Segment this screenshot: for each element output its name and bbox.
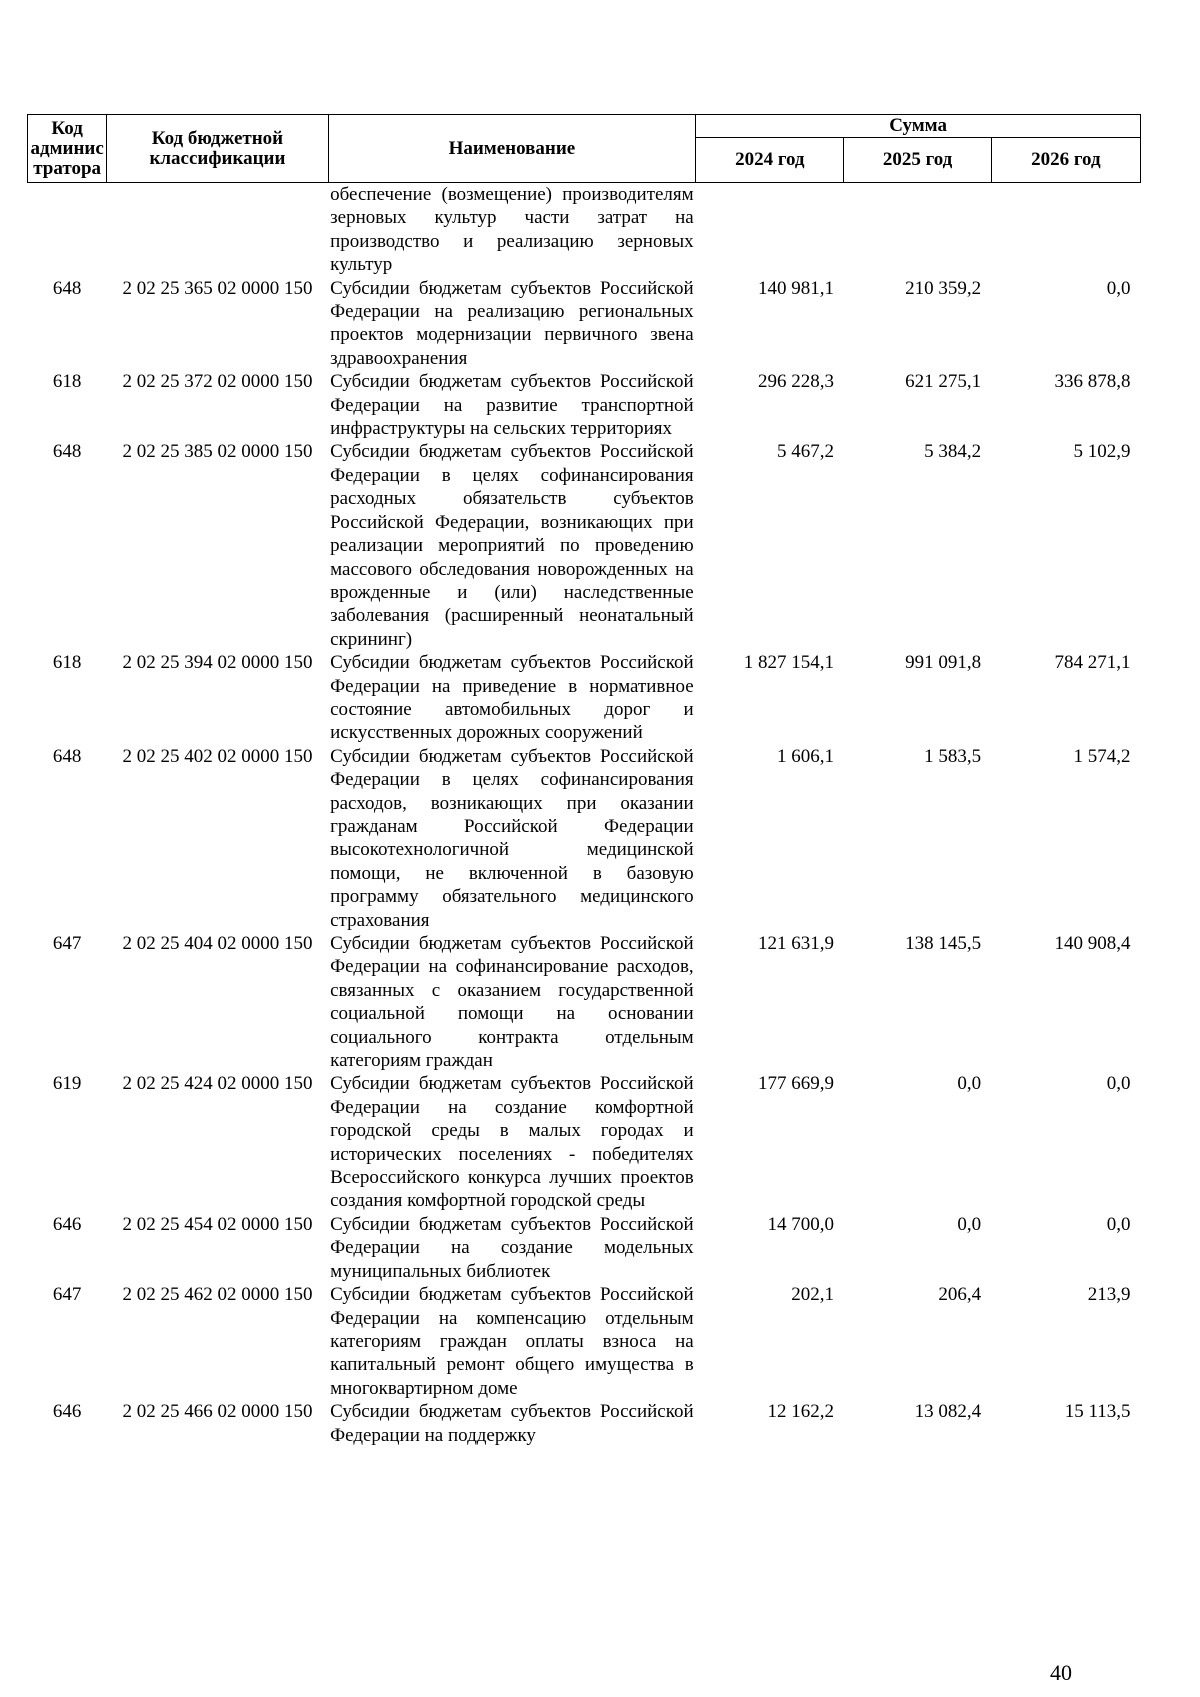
budget-code-cell: 2 02 25 466 02 0000 150 bbox=[122, 1401, 313, 1423]
header-admin-code: Код админис тратора bbox=[28, 115, 107, 183]
amount-2024-cell: 202,1 bbox=[791, 1284, 834, 1306]
amount-2026-cell: 5 102,9 bbox=[1073, 441, 1131, 463]
budget-code-cell bbox=[107, 183, 328, 277]
amount-2025-cell: 13 082,4 bbox=[914, 1401, 982, 1423]
table-row bbox=[28, 932, 1141, 1072]
admin-code-cell: 646 bbox=[52, 1213, 82, 1235]
budget-table bbox=[27, 114, 1141, 1447]
table-row bbox=[28, 277, 1141, 371]
budget-code-cell: 2 02 25 424 02 0000 150 bbox=[122, 1073, 313, 1095]
amount-2024-cell: 12 162,2 bbox=[767, 1401, 834, 1423]
name-cell: Субсидии бюджетам субъектов Российской Федерации на приведение в нормативное состояние автомобильных дорог и искусственных дорожных сооружений bbox=[330, 652, 694, 744]
name-cell: Субсидии бюджетам субъектов Российской Федерации на компенсацию отдельным категориям граждан оплаты взноса на капитальный ремонт общего имущества в многоквартирном доме bbox=[330, 1284, 694, 1399]
amount-2026-cell: 0,0 bbox=[1106, 1073, 1131, 1095]
header-name: Наименование bbox=[328, 115, 696, 183]
amount-2025-cell: 210 359,2 bbox=[905, 277, 982, 299]
admin-code-cell: 619 bbox=[52, 1073, 82, 1095]
amount-2026-cell bbox=[991, 183, 1140, 277]
header-year-2025: 2025 год bbox=[844, 138, 991, 183]
amount-2025-cell: 0,0 bbox=[957, 1073, 982, 1095]
amount-2026-cell: 784 271,1 bbox=[1054, 652, 1131, 674]
header-sum: Сумма bbox=[696, 115, 1141, 138]
table-header bbox=[28, 115, 1141, 183]
amount-2026-cell: 213,9 bbox=[1087, 1284, 1131, 1306]
budget-code-cell: 2 02 25 385 02 0000 150 bbox=[122, 441, 313, 463]
budget-code-cell: 2 02 25 372 02 0000 150 bbox=[122, 371, 313, 393]
amount-2024-cell: 177 669,9 bbox=[757, 1073, 834, 1095]
admin-code-cell: 618 bbox=[52, 371, 82, 393]
amount-2024-cell: 1 827 154,1 bbox=[743, 652, 834, 674]
page-number: 40 bbox=[1050, 1660, 1072, 1685]
amount-2026-cell: 15 113,5 bbox=[1064, 1401, 1131, 1423]
budget-code-cell: 2 02 25 394 02 0000 150 bbox=[122, 652, 313, 674]
amount-2026-cell: 336 878,8 bbox=[1054, 371, 1131, 393]
amount-2026-cell: 0,0 bbox=[1106, 1213, 1131, 1235]
table-body bbox=[28, 183, 1141, 1447]
amount-2025-cell: 991 091,8 bbox=[905, 652, 982, 674]
amount-2024-cell: 140 981,1 bbox=[757, 277, 834, 299]
admin-code-cell: 648 bbox=[52, 745, 82, 767]
name-cell: Субсидии бюджетам субъектов Российской Федерации на создание комфортной городской среды в малых городах и исторических поселениях - победителях Всероссийского конкурса лучших проектов создания комфортной городской среды bbox=[330, 1073, 694, 1212]
amount-2024-cell: 5 467,2 bbox=[776, 441, 834, 463]
name-cell: Субсидии бюджетам субъектов Российской Федерации на реализацию региональных проектов модернизации первичного звена здравоохранения bbox=[330, 277, 694, 369]
header-budget-code: Код бюджетной классификации bbox=[107, 115, 328, 183]
amount-2025-cell: 1 583,5 bbox=[924, 745, 982, 767]
amount-2024-cell: 1 606,1 bbox=[776, 745, 834, 767]
admin-code-cell: 646 bbox=[52, 1401, 82, 1423]
admin-code-cell bbox=[28, 183, 107, 277]
name-cell: Субсидии бюджетам субъектов Российской Федерации на софинансирование расходов, связанных с оказанием государственной социальной помощи на основании социального контракта отдельным категориям граждан bbox=[330, 933, 694, 1072]
name-cell: Субсидии бюджетам субъектов Российской Федерации в целях софинансирования расходов, возникающих при оказании гражданам Российской Федерации высокотехнологичной медицинской помощи, не включенной в базовую программу обязательного медицинского страхования bbox=[330, 745, 694, 931]
admin-code-cell: 647 bbox=[52, 1284, 82, 1306]
budget-code-cell: 2 02 25 365 02 0000 150 bbox=[122, 277, 313, 299]
amount-2026-cell: 1 574,2 bbox=[1073, 745, 1131, 767]
amount-2024-cell: 121 631,9 bbox=[757, 933, 834, 954]
header-year-2026: 2026 год bbox=[991, 138, 1140, 183]
amount-2025-cell: 206,4 bbox=[938, 1284, 982, 1306]
budget-code-cell: 2 02 25 462 02 0000 150 bbox=[122, 1284, 313, 1306]
amount-2025-cell bbox=[844, 183, 991, 277]
table-row bbox=[28, 440, 1141, 651]
name-cell: обеспечение (возмещение) производителям зерновых культур части затрат на производство и реализацию зерновых культур bbox=[330, 184, 694, 276]
table-row bbox=[28, 370, 1141, 440]
amount-2025-cell: 0,0 bbox=[957, 1213, 982, 1235]
table-row bbox=[28, 745, 1141, 932]
table-row bbox=[28, 1072, 1141, 1212]
table-row bbox=[28, 1400, 1141, 1447]
amount-2025-cell: 5 384,2 bbox=[924, 441, 982, 463]
name-cell: Субсидии бюджетам субъектов Российской Федерации в целях софинансирования расходных обязательств субъектов Российской Федерации, возникающих при реализации мероприятий по проведению массового обследования новорожденных на врожденные и (или) наследственные заболевания (расширенный неонатальный скрининг) bbox=[330, 441, 694, 650]
table-row bbox=[28, 651, 1141, 745]
admin-code-cell: 647 bbox=[52, 933, 82, 954]
admin-code-cell: 618 bbox=[52, 652, 82, 674]
budget-code-cell: 2 02 25 402 02 0000 150 bbox=[122, 745, 313, 767]
budget-code-cell: 2 02 25 404 02 0000 150 bbox=[122, 933, 313, 954]
name-cell: Субсидии бюджетам субъектов Российской Федерации на создание модельных муниципальных библиотек bbox=[330, 1213, 694, 1282]
amount-2024-cell: 14 700,0 bbox=[767, 1213, 834, 1235]
table-row bbox=[28, 1283, 1141, 1400]
amount-2026-cell: 140 908,4 bbox=[1054, 933, 1131, 954]
header-year-2024: 2024 год bbox=[696, 138, 844, 183]
table-row bbox=[28, 183, 1141, 277]
amount-2025-cell: 138 145,5 bbox=[905, 933, 982, 954]
amount-2024-cell bbox=[696, 183, 844, 277]
budget-code-cell: 2 02 25 454 02 0000 150 bbox=[122, 1213, 313, 1235]
name-cell: Субсидии бюджетам субъектов Российской Федерации на поддержку bbox=[330, 1401, 694, 1446]
admin-code-cell: 648 bbox=[52, 441, 82, 463]
table-row bbox=[28, 1213, 1141, 1283]
amount-2026-cell: 0,0 bbox=[1106, 277, 1131, 299]
admin-code-cell: 648 bbox=[52, 277, 82, 299]
amount-2025-cell: 621 275,1 bbox=[905, 371, 982, 393]
amount-2024-cell: 296 228,3 bbox=[757, 371, 834, 393]
name-cell: Субсидии бюджетам субъектов Российской Федерации на развитие транспортной инфраструктуры на сельских территориях bbox=[330, 371, 694, 440]
